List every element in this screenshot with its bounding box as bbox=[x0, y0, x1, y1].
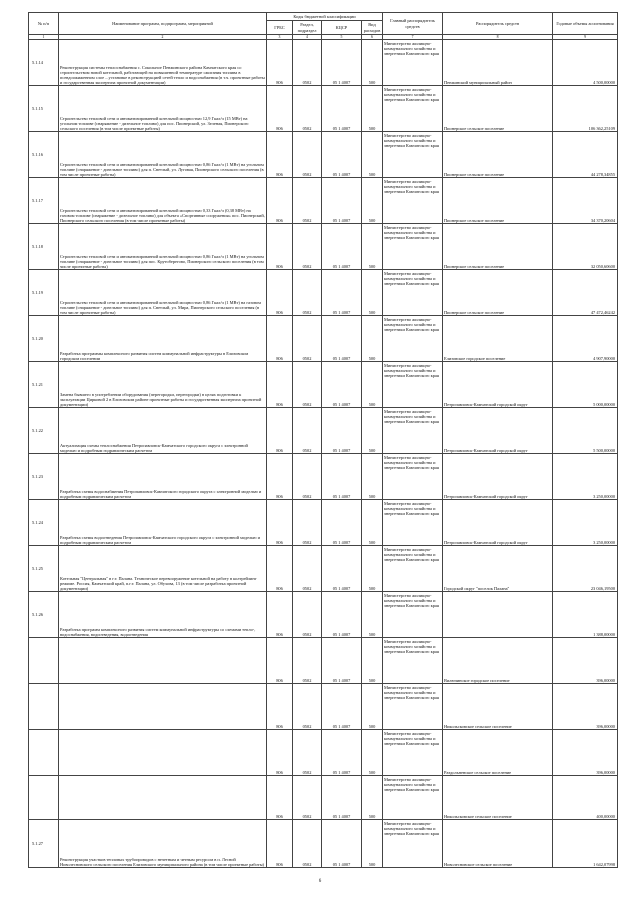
row-recipient: Городской округ "поселок Палана" bbox=[443, 546, 553, 592]
header-admin: Главный распорядитель средств bbox=[383, 13, 443, 35]
row-amount: 106 362,25109 bbox=[553, 86, 618, 132]
row-kcsr: 05 1 4007 bbox=[322, 178, 362, 224]
header-num: № п/п bbox=[29, 13, 59, 35]
header-section: Раздел, подраздел bbox=[293, 21, 322, 35]
table-row bbox=[29, 638, 618, 684]
column-number: 6 bbox=[362, 35, 383, 40]
row-section: 0502 bbox=[293, 592, 322, 638]
row-recipient bbox=[443, 592, 553, 638]
row-name: Разработка программы комплексного развития систем коммунальной инфраструктуры в Елизовском городском поселении bbox=[59, 316, 267, 362]
row-admin: Министерство жилищно-коммунального хозяйства и энергетики Камчатского края bbox=[383, 730, 443, 776]
row-grbs: 806 bbox=[267, 408, 293, 454]
row-name: Разработка схемы водоснабжения Петропавловск-Камчатского городского округа с электронной моделью и подробным гидравлическим расчетом bbox=[59, 454, 267, 500]
table-row bbox=[29, 408, 618, 454]
row-number: 5.1.21 bbox=[29, 362, 59, 408]
row-name: Актуализация схемы теплоснабжения Петропавловск-Камчатского городского округа с электронной моделью и подробным гидравлическим расчетом bbox=[59, 408, 267, 454]
row-amount: 3 250,00000 bbox=[553, 454, 618, 500]
row-kvr: 500 bbox=[362, 224, 383, 270]
row-section: 0502 bbox=[293, 178, 322, 224]
row-amount: 47 472,46242 bbox=[553, 270, 618, 316]
table-header-row bbox=[29, 13, 618, 21]
row-recipient: Никольсковское сельское поселение bbox=[443, 684, 553, 730]
row-section: 0502 bbox=[293, 224, 322, 270]
row-recipient: Петропавловск-Камчатский городской округ bbox=[443, 408, 553, 454]
row-amount: 44 278,34855 bbox=[553, 132, 618, 178]
row-name: Строительство тепловой сети и автоматизированной котельной мощностью 0,86 Гкал/ч (1 МВт) на газовом топливе (снаряжение - дизельное топливо) для п. Светлый, ул. Мира, Пионерского сельского поселения (в том числе проектные работы) bbox=[59, 270, 267, 316]
header-kvr: Вид расходов bbox=[362, 21, 383, 35]
row-grbs: 806 bbox=[267, 592, 293, 638]
row-section: 0502 bbox=[293, 408, 322, 454]
row-number: 5.1.18 bbox=[29, 224, 59, 270]
row-number: 5.1.23 bbox=[29, 454, 59, 500]
row-grbs: 806 bbox=[267, 40, 293, 86]
header-kcsr: КЦСР bbox=[322, 21, 362, 35]
row-kcsr: 05 1 4007 bbox=[322, 224, 362, 270]
row-name bbox=[59, 684, 267, 730]
column-number: 4 bbox=[293, 35, 322, 40]
row-grbs: 806 bbox=[267, 776, 293, 820]
row-recipient: Петропавловск-Камчатский городской округ bbox=[443, 500, 553, 546]
column-number: 8 bbox=[443, 35, 553, 40]
row-kcsr: 05 1 4007 bbox=[322, 500, 362, 546]
table-row bbox=[29, 776, 618, 820]
row-name bbox=[59, 776, 267, 820]
row-number bbox=[29, 638, 59, 684]
row-admin: Министерство жилищно-коммунального хозяйства и энергетики Камчатского края bbox=[383, 316, 443, 362]
row-admin: Министерство жилищно-коммунального хозяйства и энергетики Камчатского края bbox=[383, 40, 443, 86]
row-grbs: 806 bbox=[267, 270, 293, 316]
table-row bbox=[29, 546, 618, 592]
row-kvr: 500 bbox=[362, 362, 383, 408]
row-amount: 396,00000 bbox=[553, 684, 618, 730]
row-admin: Министерство жилищно-коммунального хозяйства и энергетики Камчатского края bbox=[383, 500, 443, 546]
row-grbs: 806 bbox=[267, 132, 293, 178]
row-kcsr: 05 1 4007 bbox=[322, 684, 362, 730]
row-kvr: 500 bbox=[362, 178, 383, 224]
table-row bbox=[29, 270, 618, 316]
row-section: 0502 bbox=[293, 546, 322, 592]
row-name: Разработка схемы водоотведения Петропавловск-Камчатского городского округа с электронной моделью и подробным гидравлическим расчетом bbox=[59, 500, 267, 546]
row-section: 0502 bbox=[293, 730, 322, 776]
header-grbs: ГРБС bbox=[267, 21, 293, 35]
row-name: Котельная "Центральная" в г.т. Палана. Техническое перевооружение котельной на работу в колтрейлинг режиме. Россия, Камчатский край, п.г.т. Палана, ул. Обухова, 13 (в том числе разработка проектной документации) bbox=[59, 546, 267, 592]
table-row bbox=[29, 730, 618, 776]
row-kvr: 500 bbox=[362, 132, 383, 178]
row-recipient: Пионерское сельское поселение bbox=[443, 270, 553, 316]
table-row bbox=[29, 178, 618, 224]
row-kvr: 500 bbox=[362, 546, 383, 592]
row-number: 5.1.14 bbox=[29, 40, 59, 86]
row-amount: 396,00000 bbox=[553, 730, 618, 776]
row-admin: Министерство жилищно-коммунального хозяйства и энергетики Камчатского края bbox=[383, 776, 443, 820]
row-admin: Министерство жилищно-коммунального хозяйства и энергетики Камчатского края bbox=[383, 362, 443, 408]
row-recipient: Пенжинский муниципальный район bbox=[443, 40, 553, 86]
row-name: Строительство тепловой сети и автоматизированной котельной мощностью 0,86 Гкал/ч (1 МВт) на угольном топливе (снаряжение - дизельное топливо) для пос. Крутоберегово, Пионерского сельского поселения (в том числе проектные работы) bbox=[59, 224, 267, 270]
row-kcsr: 05 1 4007 bbox=[322, 362, 362, 408]
row-name: Строительство тепловой сети и автоматизированной котельной мощностью 0,33 Гкал/ч (0,38 МВт) на газовом топливе (снаряжение - дизельное топливо) для объекта «Спортивные сооружения» пос. Пионерский, Пионерского сельского поселения (в том числе проектные работы) bbox=[59, 178, 267, 224]
table-row bbox=[29, 132, 618, 178]
row-number: 5.1.19 bbox=[29, 270, 59, 316]
row-name bbox=[59, 730, 267, 776]
row-grbs: 806 bbox=[267, 500, 293, 546]
row-section: 0502 bbox=[293, 776, 322, 820]
row-recipient: Пионерское сельское поселение bbox=[443, 224, 553, 270]
row-kvr: 500 bbox=[362, 684, 383, 730]
table-row bbox=[29, 224, 618, 270]
row-name bbox=[59, 638, 267, 684]
row-kcsr: 05 1 4007 bbox=[322, 638, 362, 684]
column-number: 3 bbox=[267, 35, 293, 40]
row-recipient: Пионерское сельское поселение bbox=[443, 178, 553, 224]
row-name: Замена бывшего в употреблении оборудования (перегородки, перегородки) в целях подготовки к эксплуатации Цирковой 2 в Елизовском районе проектные работы и государственная экспертиза проектной документации) bbox=[59, 362, 267, 408]
row-number: 5.1.20 bbox=[29, 316, 59, 362]
row-grbs: 806 bbox=[267, 362, 293, 408]
row-number: 5.1.26 bbox=[29, 592, 59, 638]
row-kvr: 500 bbox=[362, 454, 383, 500]
budget-table bbox=[28, 12, 618, 868]
row-grbs: 806 bbox=[267, 316, 293, 362]
table-row bbox=[29, 592, 618, 638]
row-name: Реконструкция системы теплоснабжения с. Сокольное Пенжинского района Камчатского края со строительством новой котельной, работающей на повышенной температуре сжигания топлива в псевдоожиженном слое ...установке в реконструкцией сетей тепло и водоснабжения (в т.ч. проектные работы и государственная экспертиза проектной документации) bbox=[59, 40, 267, 86]
row-recipient: Пионерское сельское поселение bbox=[443, 132, 553, 178]
column-number: 7 bbox=[383, 35, 443, 40]
row-admin: Министерство жилищно-коммунального хозяйства и энергетики Камчатского края bbox=[383, 638, 443, 684]
row-kcsr: 05 1 4007 bbox=[322, 40, 362, 86]
row-kcsr: 05 1 4007 bbox=[322, 270, 362, 316]
row-number: 5.1.25 bbox=[29, 546, 59, 592]
row-admin: Министерство жилищно-коммунального хозяйства и энергетики Камчатского края bbox=[383, 408, 443, 454]
row-amount: 5 000,00000 bbox=[553, 362, 618, 408]
row-recipient: Пионерское сельское поселение bbox=[443, 86, 553, 132]
row-amount: 1 388,00000 bbox=[553, 592, 618, 638]
table-body bbox=[29, 40, 618, 868]
table-row bbox=[29, 684, 618, 730]
row-kcsr: 05 1 4007 bbox=[322, 316, 362, 362]
row-admin: Министерство жилищно-коммунального хозяйства и энергетики Камчатского края bbox=[383, 454, 443, 500]
row-amount: 400,00000 bbox=[553, 776, 618, 820]
row-kcsr: 05 1 4007 bbox=[322, 408, 362, 454]
row-section: 0502 bbox=[293, 454, 322, 500]
table-row bbox=[29, 40, 618, 86]
row-amount: 1 642,07998 bbox=[553, 820, 618, 868]
row-grbs: 806 bbox=[267, 730, 293, 776]
row-kcsr: 05 1 4007 bbox=[322, 730, 362, 776]
column-number: 5 bbox=[322, 35, 362, 40]
row-name: Строительство тепловой сети и автоматизированной котельной мощностью 0,86 Гкал/ч (1 МВт) на угольном топливе (снаряжение - дизельное топливо) для п. Светлый, ул. Луговая, Пионерского сельского поселения (в том числе проектные работы) bbox=[59, 132, 267, 178]
column-number: 2 bbox=[59, 35, 267, 40]
row-kvr: 500 bbox=[362, 408, 383, 454]
table-row bbox=[29, 316, 618, 362]
row-section: 0502 bbox=[293, 820, 322, 868]
table-row bbox=[29, 454, 618, 500]
row-grbs: 806 bbox=[267, 546, 293, 592]
row-admin: Министерство жилищно-коммунального хозяйства и энергетики Камчатского края bbox=[383, 224, 443, 270]
row-grbs: 806 bbox=[267, 224, 293, 270]
row-recipient: Новолесновское сельское поселение bbox=[443, 820, 553, 868]
row-kvr: 500 bbox=[362, 40, 383, 86]
row-kcsr: 05 1 4007 bbox=[322, 454, 362, 500]
row-kcsr: 05 1 4007 bbox=[322, 546, 362, 592]
row-kcsr: 05 1 4007 bbox=[322, 86, 362, 132]
row-recipient: Елизовское городское поселение bbox=[443, 316, 553, 362]
row-amount: 34 370,20604 bbox=[553, 178, 618, 224]
table-row bbox=[29, 500, 618, 546]
row-number: 5.1.24 bbox=[29, 500, 59, 546]
row-admin: Министерство жилищно-коммунального хозяйства и энергетики Камчатского края bbox=[383, 270, 443, 316]
row-admin: Министерство жилищно-коммунального хозяйства и энергетики Камчатского края bbox=[383, 546, 443, 592]
row-admin: Министерство жилищно-коммунального хозяйства и энергетики Камчатского края bbox=[383, 820, 443, 868]
row-section: 0502 bbox=[293, 132, 322, 178]
row-kvr: 500 bbox=[362, 270, 383, 316]
row-grbs: 806 bbox=[267, 684, 293, 730]
row-admin: Министерство жилищно-коммунального хозяйства и энергетики Камчатского края bbox=[383, 86, 443, 132]
row-amount: 5 500,00000 bbox=[553, 408, 618, 454]
row-kvr: 500 bbox=[362, 500, 383, 546]
header-name: Наименование программ, подпрограмм, мероприятий bbox=[59, 13, 267, 35]
row-number: 5.1.22 bbox=[29, 408, 59, 454]
row-number: 5.1.27 bbox=[29, 820, 59, 868]
row-section: 0502 bbox=[293, 86, 322, 132]
row-kcsr: 05 1 4007 bbox=[322, 820, 362, 868]
column-number: 1 bbox=[29, 35, 59, 40]
table-row bbox=[29, 362, 618, 408]
row-amount: 4 500,00000 bbox=[553, 40, 618, 86]
page-number: 6 bbox=[318, 879, 322, 884]
row-kcsr: 05 1 4007 bbox=[322, 592, 362, 638]
row-recipient: Раздольненское сельское поселение bbox=[443, 730, 553, 776]
header-codes: Коды бюджетной классификации bbox=[267, 13, 383, 21]
row-kvr: 500 bbox=[362, 638, 383, 684]
row-recipient: Петропавловск-Камчатский городской округ bbox=[443, 454, 553, 500]
row-kvr: 500 bbox=[362, 316, 383, 362]
header-recipient: Распорядитель средств bbox=[443, 13, 553, 35]
document-page bbox=[28, 12, 617, 868]
row-kvr: 500 bbox=[362, 730, 383, 776]
row-name: Разработка программ комплексного развития систем коммунальной инфраструктуры со схемами тепло-, водоснабжения, водоотведения, водоотведения bbox=[59, 592, 267, 638]
row-grbs: 806 bbox=[267, 638, 293, 684]
row-admin: Министерство жилищно-коммунального хозяйства и энергетики Камчатского края bbox=[383, 684, 443, 730]
row-kvr: 500 bbox=[362, 776, 383, 820]
row-grbs: 806 bbox=[267, 86, 293, 132]
row-section: 0502 bbox=[293, 500, 322, 546]
row-section: 0502 bbox=[293, 40, 322, 86]
row-kcsr: 05 1 4007 bbox=[322, 776, 362, 820]
row-section: 0502 bbox=[293, 362, 322, 408]
row-recipient: Петропавловск-Камчатский городской округ bbox=[443, 362, 553, 408]
row-section: 0502 bbox=[293, 638, 322, 684]
row-amount: 32 050,60600 bbox=[553, 224, 618, 270]
row-kvr: 500 bbox=[362, 820, 383, 868]
row-number: 5.1.17 bbox=[29, 178, 59, 224]
row-admin: Министерство жилищно-коммунального хозяйства и энергетики Камчатского края bbox=[383, 592, 443, 638]
column-number: 9 bbox=[553, 35, 618, 40]
row-number bbox=[29, 776, 59, 820]
row-grbs: 806 bbox=[267, 454, 293, 500]
row-section: 0502 bbox=[293, 270, 322, 316]
row-number bbox=[29, 684, 59, 730]
row-amount: 4 907,90000 bbox=[553, 316, 618, 362]
row-recipient: Никольсковское сельское поселение bbox=[443, 776, 553, 820]
row-admin: Министерство жилищно-коммунального хозяйства и энергетики Камчатского края bbox=[383, 178, 443, 224]
row-number: 5.1.16 bbox=[29, 132, 59, 178]
row-section: 0502 bbox=[293, 684, 322, 730]
row-name: Строительство тепловой сети и автоматизированной котельной мощностью 12,9 Гкал/ч (15 МВт) на угольном топливе (снаряжение - дизельное топливо) для пос. Пионерский, ул. Зеленая, Пионерского сельского поселения (в том числе проектные работы) bbox=[59, 86, 267, 132]
row-amount: 23 046,19500 bbox=[553, 546, 618, 592]
row-kvr: 500 bbox=[362, 86, 383, 132]
table-row bbox=[29, 86, 618, 132]
row-kvr: 500 bbox=[362, 592, 383, 638]
row-grbs: 806 bbox=[267, 820, 293, 868]
row-name: Реконструкция участков тепловых трубопроводов с нечетным и четным ресурсом в п. Лесной Новолесновского сельского поселения Елизовского муниципального района (в том числе проектные работы) bbox=[59, 820, 267, 868]
row-admin: Министерство жилищно-коммунального хозяйства и энергетики Камчатского края bbox=[383, 132, 443, 178]
row-amount: 3 250,00000 bbox=[553, 500, 618, 546]
row-section: 0502 bbox=[293, 316, 322, 362]
row-recipient: Вилючинское городское поселение bbox=[443, 638, 553, 684]
row-number bbox=[29, 730, 59, 776]
header-amount: Годовые объемы ассигнования bbox=[553, 13, 618, 35]
row-amount: 396,00000 bbox=[553, 638, 618, 684]
row-grbs: 806 bbox=[267, 178, 293, 224]
row-kcsr: 05 1 4007 bbox=[322, 132, 362, 178]
row-number: 5.1.15 bbox=[29, 86, 59, 132]
table-row bbox=[29, 820, 618, 868]
